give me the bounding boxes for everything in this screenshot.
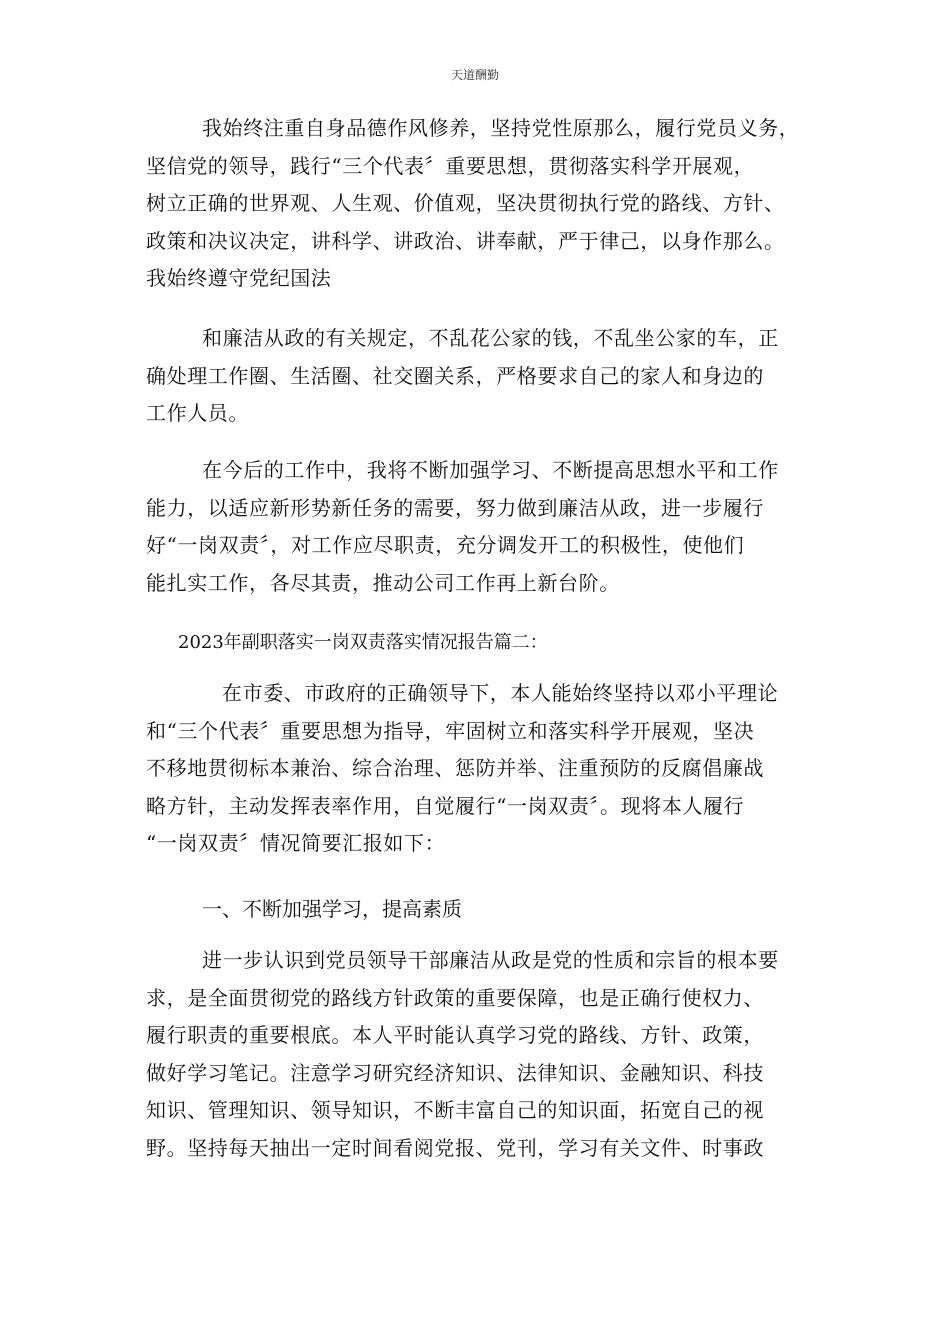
paragraph-2 [146, 320, 826, 433]
paragraph-line: 不移地贯彻标本兼治、综合治理、惩防并举、注重预防的反腐倡廉战 [146, 756, 764, 780]
paragraph-line: 略方针，主动发挥表率作用，自觉履行“一岗双责〞。现将本人履行 [146, 793, 745, 818]
paragraph-line: 树立正确的世界观、人生观、价值观，坚决贯彻执行党的路线、方针、 [146, 191, 785, 215]
paragraph-line: 我始终注重自身品德作风修养，坚持党性原那么，履行党员义务， [202, 116, 800, 140]
page-header: 天道酬勤 [450, 68, 499, 82]
paragraph-line: 做好学习笔记。注意学习研究经济知识、法律知识、金融知识、科技 [146, 1060, 764, 1085]
paragraph-line: 在今后的工作中，我将不断加强学习、不断提高思想水平和工作 [202, 458, 779, 482]
paragraph-line: 确处理工作圈、生活圈、社交圈关系，严格要求自己的家人和身边的 [146, 363, 764, 388]
paragraph-line: 进一步认识到党员领导干部廉洁从政是党的性质和宗旨的根本要 [202, 948, 779, 972]
paragraph-line: 工作人员。 [146, 401, 249, 425]
paragraph-3 [146, 452, 826, 602]
paragraph-line: 能力，以适应新形势新任务的需要，努力做到廉洁从政，进一步履行 [146, 495, 764, 520]
paragraph-line: 知识、管理知识、领导知识，不断丰富自己的知识面，拓宽自己的视 [146, 1098, 764, 1122]
paragraph-4 [146, 675, 826, 863]
paragraph-line: 在市委、市政府的正确领导下，本人能始终坚持以邓小平理论 [222, 681, 779, 705]
section-title: 2023年副职落实一岗双责落实情况报告篇二： [178, 632, 548, 653]
paragraph-line: 履行职责的重要根底。本人平时能认真学习党的路线、方针、政策， [146, 1023, 764, 1047]
paragraph-line: 求，是全面贯彻党的路线方针政策的重要保障，也是正确行使权力、 [146, 985, 764, 1010]
paragraph-1 [146, 110, 826, 298]
paragraph-line: 坚信党的领导，践行“三个代表〞重要思想，贯彻落实科学开展观， [146, 153, 755, 178]
paragraph-line: 能扎实工作，各尽其责，推动公司工作再上新台阶。 [146, 570, 620, 595]
subheading: 一、不断加强学习，提高素质 [202, 897, 462, 921]
paragraph-line: 好“一岗双责〞，对工作应尽职责，充分调发开工的积极性，使他们 [146, 533, 745, 557]
paragraph-line: “一岗双责〞情况简要汇报如下： [146, 831, 446, 855]
paragraph-line: 政策和决议决定，讲科学、讲政治、讲奉献，严于律己，以身作那么。 [146, 228, 785, 253]
paragraph-line: 和“三个代表〞重要思想为指导，牢固树立和落实科学开展观，坚决 [146, 718, 755, 743]
paragraph-5 [146, 942, 826, 1167]
paragraph-line: 和廉洁从政的有关规定，不乱花公家的钱，不乱坐公家的车，正 [202, 326, 779, 350]
paragraph-line: 我始终遵守党纪国法 [146, 266, 332, 290]
paragraph-line: 野。坚持每天抽出一定时间看阅党报、党刊，学习有关文件、时事政 [146, 1135, 764, 1160]
